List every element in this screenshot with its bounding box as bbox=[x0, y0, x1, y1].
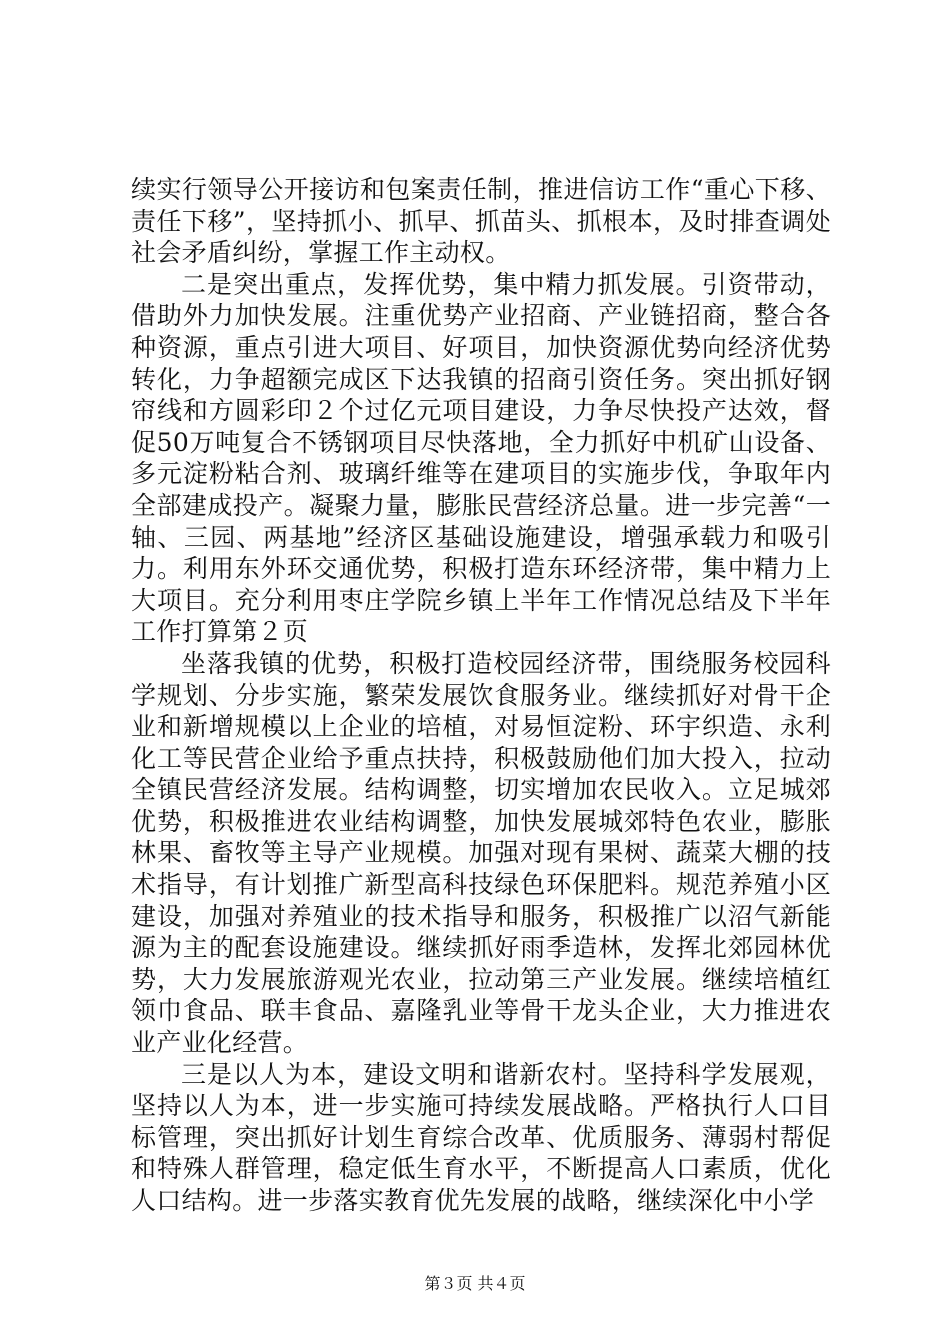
page-number-footer: 第３页 共４页 bbox=[424, 1274, 526, 1293]
paragraph-campus-economy: 坐落我镇的优势，积极打造校园经济带，围绕服务校园科学规划、分步实施，繁荣发展饮食服务业。继续抓好对骨干企业和新增规模以上企业的培植，对易恒淀粉、环宇织造、永利化工等民营企业给予重点扶持，积极鼓励他们加大投入，拉动全镇民营经济发展。结构调整，切实增加农民收入。立足城郊优势，积极推进农业结构调整，加快发展城郊特色农业，膨胀林果、畜牧等主导产业规模。加强对现有果树、蔬菜大棚的技术指导，有计划推广新型高科技绿色环保肥料。规范养殖小区建设，加强对养殖业的技术指导和服务，积极推广以沼气新能源为主的配套设施建设。继续抓好雨季造林，发挥北郊园林优势，大力发展旅游观光农业，拉动第三产业发展。继续培植红领巾食品、联丰食品、嘉隆乳业等骨干龙头企业，大力推进农业产业化经营。 bbox=[131, 648, 831, 1058]
paragraph-development: 二是突出重点，发挥优势，集中精力抓发展。引资带动，借助外力加快发展。注重优势产业招商、产业链招商，整合各种资源，重点引进大项目、好项目，加快资源优势向经济优势转化，力争超额完成区下达我镇的招商引资任务。突出抓好钢帘线和方圆彩印２个过亿元项目建设，力争尽快投产达效，督促50万吨复合不锈钢项目尽快落地，全力抓好中机矿山设备、多元淀粉粘合剂、玻璃纤维等在建项目的实施步伐，争取年内全部建成投产。凝聚力量，膨胀民营经济总量。进一步完善“一轴、三园、两基地”经济区基础设施建设，增强承载力和吸引力。利用东外环交通优势，积极打造东环经济带，集中精力上大项目。充分利用枣庄学院乡镇上半年工作情况总结及下半年工作打算第２页 bbox=[131, 269, 831, 647]
document-body bbox=[131, 174, 831, 1217]
paragraph-continuation: 续实行领导公开接访和包案责任制，推进信访工作“重心下移、责任下移”，坚持抓小、抓早、抓苗头、抓根本，及时排查调处社会矛盾纠纷，掌握工作主动权。 bbox=[131, 175, 831, 268]
paragraph-harmonious-village: 三是以人为本，建设文明和谐新农村。坚持科学发展观，坚持以人为本，进一步实施可持续发展战略。严格执行人口目标管理，突出抓好计划生育综合改革、优质服务、薄弱村帮促和特殊人群管理，稳定低生育水平，不断提高人口素质，优化人口结构。进一步落实教育优先发展的战略，继续深化中小学 bbox=[131, 1059, 831, 1215]
